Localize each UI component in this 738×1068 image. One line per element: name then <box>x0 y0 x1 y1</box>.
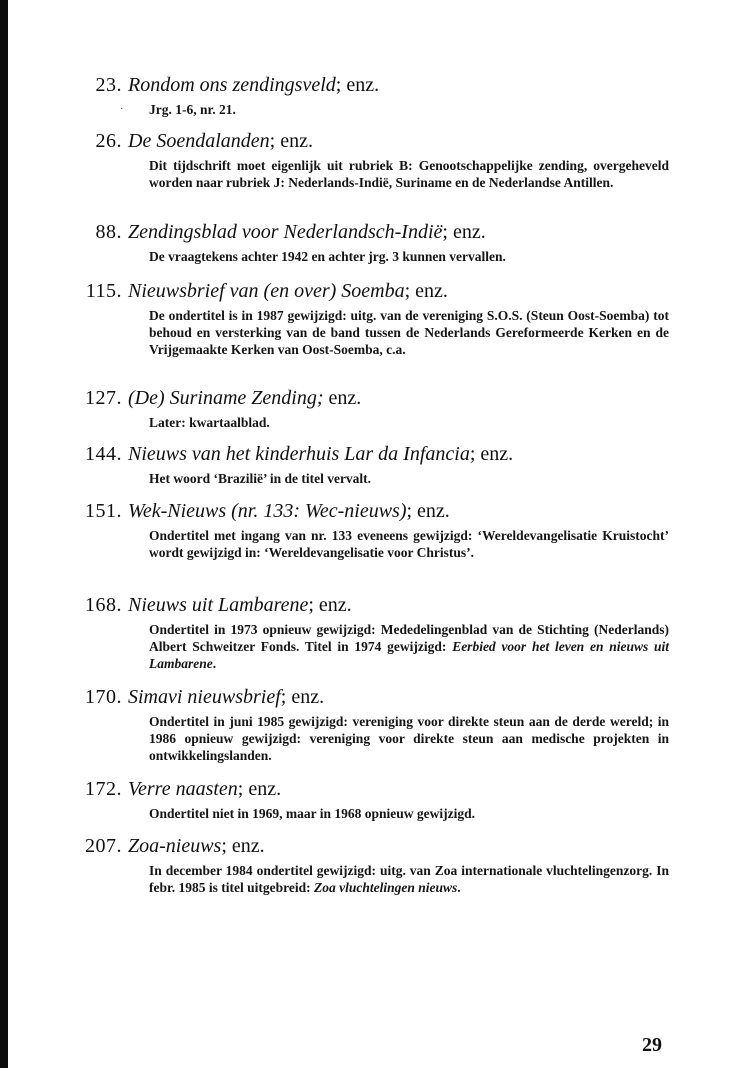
stray-mark: · <box>120 104 124 115</box>
entry-168 <box>70 594 680 672</box>
entry-127 <box>70 387 680 431</box>
entry-207 <box>70 835 680 896</box>
entry-number: 26. <box>95 130 122 152</box>
entry-title: Verre naasten; enz. <box>128 778 282 800</box>
entry-26 <box>70 130 680 191</box>
entry-note: Later: kwartaalblad. <box>149 415 270 430</box>
entry-title: Rondom ons zendingsveld; enz. <box>128 74 380 96</box>
entry-151 <box>70 500 680 561</box>
entry-number: 115. <box>85 280 122 302</box>
entry-note: De vraagtekens achter 1942 en achter jrg. 3 kunnen vervallen. <box>149 249 506 264</box>
entry-number: 88. <box>95 221 122 243</box>
entry-note: Ondertitel met ingang van nr. 133 eveneens gewijzigd: ‘Wereldevangelisatie Kruistocht’ wordt gewijzigd in: ‘Wereldevangelisatie voor Christus’. <box>149 528 669 560</box>
entry-number: 23. <box>95 74 122 96</box>
entry-title: Nieuws van het kinderhuis Lar da Infancia; enz. <box>128 443 514 465</box>
entry-title: (De) Suriname Zending; enz. <box>128 387 362 409</box>
entry-note: Ondertitel in 1973 opnieuw gewijzigd: Mededelingenblad van de Stichting (Nederlands) Albert Schweitzer Fonds. Titel in 1974 gewijzigd: Eerbied voor het leven en nieuws uit Lambarene. <box>149 622 670 671</box>
entry-note: Het woord ‘Brazilië’ in de titel vervalt. <box>149 471 372 486</box>
entry-172 <box>70 778 680 822</box>
entry-88 <box>70 221 680 265</box>
entry-number: 151. <box>85 500 122 522</box>
entry-title: Zendingsblad voor Nederlandsch-Indië; enz. <box>128 221 486 243</box>
entry-23 <box>70 74 680 118</box>
entry-title: Nieuws uit Lambarene; enz. <box>128 594 352 616</box>
entry-170 <box>70 686 680 764</box>
entry-number: 170. <box>85 686 122 708</box>
entry-note: Jrg. 1-6, nr. 21. <box>149 102 236 117</box>
entry-144 <box>70 443 680 487</box>
entry-number: 172. <box>85 778 122 800</box>
entry-note: Ondertitel in juni 1985 gewijzigd: vereniging voor direkte steun aan de derde wereld; in 1986 opnieuw gewijzigd: vereniging voor direkte steun aan medische projekten in ontwikkelingslanden. <box>149 714 669 763</box>
entry-number: 168. <box>85 594 122 616</box>
entry-title: Nieuwsbrief van (en over) Soemba; enz. <box>128 280 448 302</box>
entry-note: De ondertitel is in 1987 gewijzigd: uitg. van de vereniging S.O.S. (Steun Oost-Soemba) tot behoud en versterking van de band tussen de Nederlands Gereformeerde Kerken en de Vrijgemaakte Kerken van Oost-Soemba, c.a. <box>149 308 669 357</box>
entry-title: Zoa-nieuws; enz. <box>128 835 265 857</box>
entry-note: Ondertitel niet in 1969, maar in 1968 opnieuw gewijzigd. <box>149 806 475 821</box>
entry-number: 127. <box>85 387 122 409</box>
entry-number: 207. <box>85 835 122 857</box>
entry-note: In december 1984 ondertitel gewijzigd: uitg. van Zoa internationale vluchtelingenzorg. In febr. 1985 is titel uitgebreid: Zoa vluchtelingen nieuws. <box>149 863 669 895</box>
entry-note: Dit tijdschrift moet eigenlijk uit rubriek B: Genootschappelijke zending, overgeheveld worden naar rubriek J: Nederlands-Indië, Suriname en de Nederlandse Antillen. <box>149 158 669 190</box>
entry-title: Wek-Nieuws (nr. 133: Wec-nieuws); enz. <box>128 500 450 522</box>
entry-title: De Soendalanden; enz. <box>128 130 313 152</box>
entry-115 <box>70 280 680 358</box>
entry-title: Simavi nieuwsbrief; enz. <box>128 686 325 708</box>
entry-number: 144. <box>85 443 122 465</box>
page-number: 29 <box>642 1034 662 1056</box>
